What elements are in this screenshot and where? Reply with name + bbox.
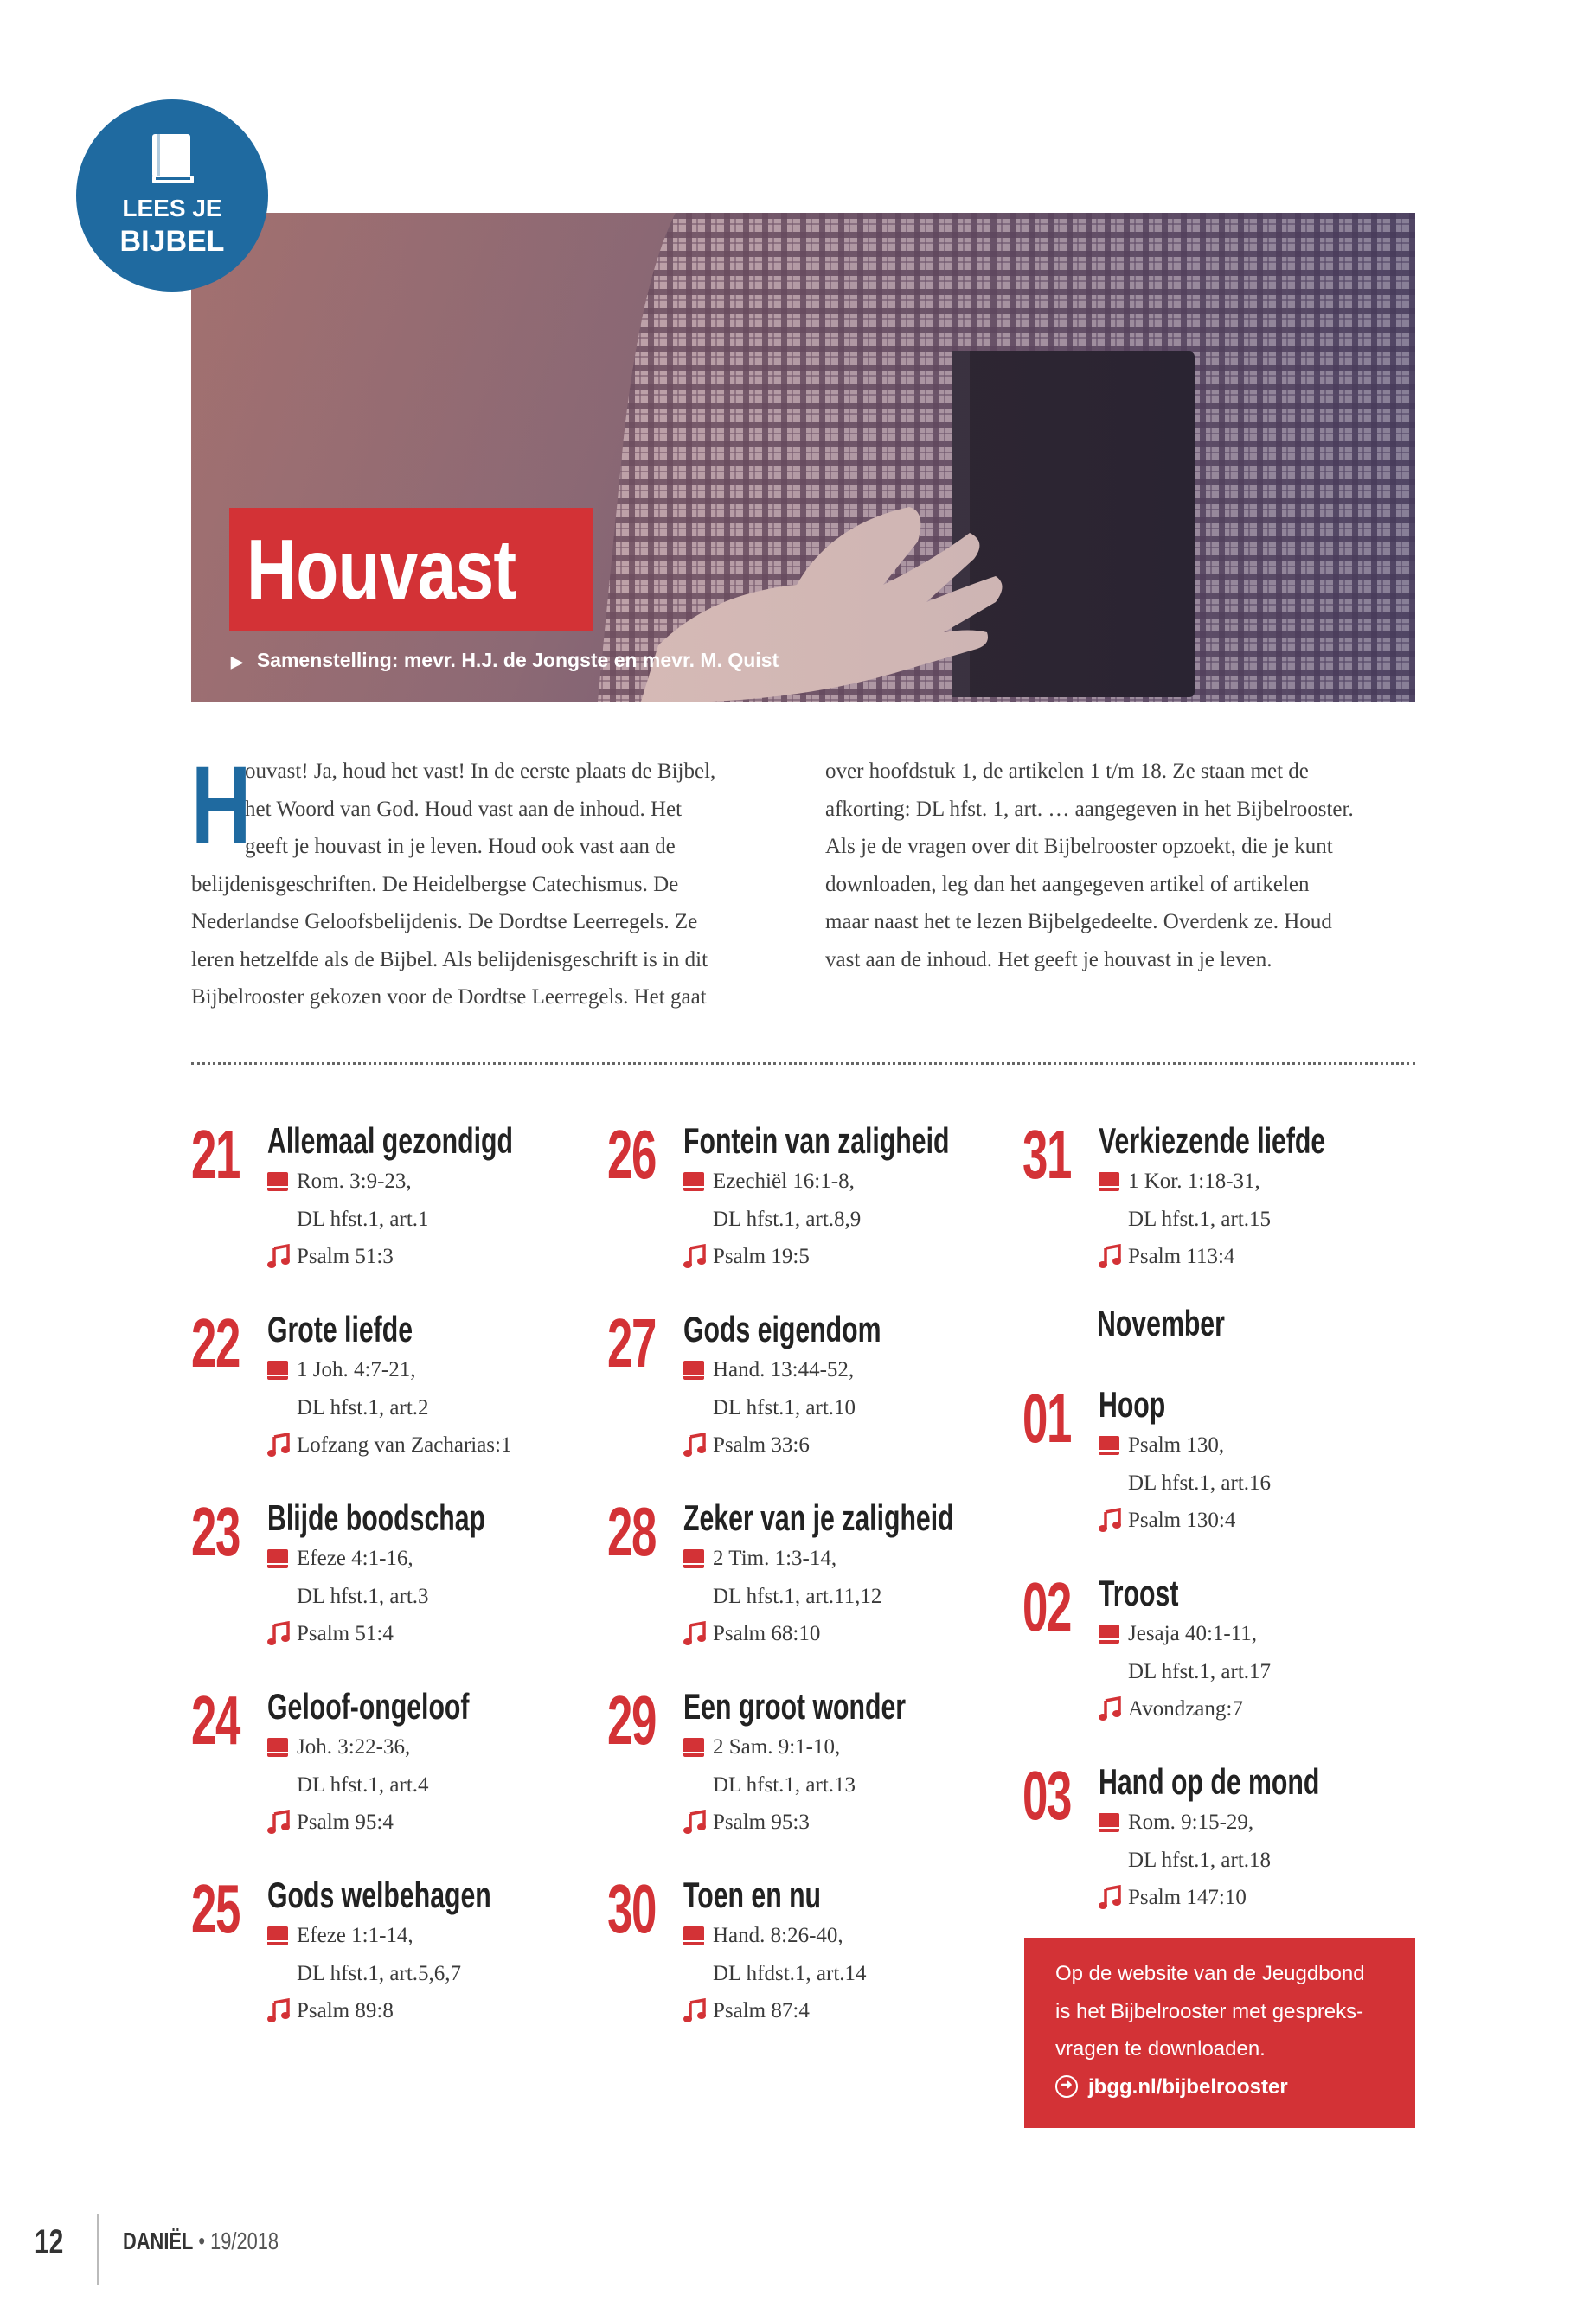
callout-line: is het Bijbelrooster met gespreks- xyxy=(1055,1999,1364,2023)
song-text: Lofzang van Zacharias:1 xyxy=(297,1433,512,1457)
entry-title: Fontein van zaligheid xyxy=(683,1120,950,1161)
dl-text: DL hfst.1, art.18 xyxy=(1128,1849,1272,1872)
entry-title: Hoop xyxy=(1099,1384,1166,1425)
intro-column-2 xyxy=(825,753,1418,978)
song-text: Psalm 68:10 xyxy=(713,1622,821,1645)
issue-number: 19/2018 xyxy=(210,2227,279,2254)
entry-title: Troost xyxy=(1099,1573,1179,1613)
reading-text: Rom. 9:15-29, xyxy=(1128,1811,1254,1834)
bible-icon xyxy=(1099,1172,1119,1191)
song-text: Psalm 113:4 xyxy=(1128,1245,1235,1268)
intro-line: maar naast het te lezen Bijbelgedeelte. Overdenk ze. Houd xyxy=(825,910,1332,933)
callout-link-text[interactable]: jbgg.nl/bijbelrooster xyxy=(1088,2074,1288,2099)
entry-title: Een groot wonder xyxy=(683,1686,907,1727)
month-heading: November xyxy=(1097,1303,1225,1343)
entry-title: Geloof-ongeloof xyxy=(267,1686,470,1727)
song-text: Psalm 19:5 xyxy=(713,1245,810,1268)
music-note-icon xyxy=(266,1810,292,1836)
intro-line: belijdenisgeschriften. De Heidelbergse Catechismus. De xyxy=(191,872,679,896)
entry-title: Hand op de mond xyxy=(1099,1761,1320,1802)
reading-text: Jesaja 40:1-11, xyxy=(1128,1622,1258,1645)
dl-text: DL hfst.1, art.5,6,7 xyxy=(297,1962,462,1985)
reading-text: Rom. 3:9-23, xyxy=(297,1170,412,1193)
bible-icon xyxy=(267,1738,288,1757)
song-text: Psalm 95:4 xyxy=(297,1811,394,1834)
dl-text: DL hfst.1, art.13 xyxy=(713,1773,856,1797)
intro-line: Nederlandse Geloofsbelijdenis. De Dordtse Leerregels. Ze xyxy=(191,910,698,933)
song-text: Psalm 95:3 xyxy=(713,1811,810,1834)
intro-line: Als je de vragen over dit Bijbelrooster opzoekt, die je kunt xyxy=(825,835,1333,858)
song-text: Psalm 87:4 xyxy=(713,1999,810,2022)
magazine-name: DANIËL xyxy=(123,2227,194,2254)
reading-text: 1 Kor. 1:18-31, xyxy=(1128,1170,1260,1193)
day-number: 29 xyxy=(607,1682,657,1759)
day-number: 25 xyxy=(191,1870,240,1947)
song-text: Psalm 33:6 xyxy=(713,1433,810,1457)
credit-text: Samenstelling: mevr. H.J. de Jongste en mevr. M. Quist xyxy=(256,649,779,671)
entry-title: Blijde boodschap xyxy=(267,1497,486,1538)
page-number: 12 xyxy=(35,2223,64,2261)
reading-text: Joh. 3:22-36, xyxy=(297,1735,411,1759)
bible-icon xyxy=(683,1738,704,1757)
arrow-right-circle-icon: ➜ xyxy=(1055,2075,1078,2098)
music-note-icon xyxy=(1097,1244,1123,1270)
reading-text: Psalm 130, xyxy=(1128,1433,1225,1457)
badge-line-2: BIJBEL xyxy=(119,225,225,258)
music-note-icon xyxy=(1097,1696,1123,1722)
day-number: 31 xyxy=(1022,1116,1072,1193)
day-number: 03 xyxy=(1022,1757,1072,1834)
bible-icon xyxy=(683,1361,704,1380)
dl-text: DL hfst.1, art.10 xyxy=(713,1396,856,1420)
reading-text: 2 Tim. 1:3-14, xyxy=(713,1547,837,1570)
intro-line: ouvast! Ja, houd het vast! In de eerste plaats de Bijbel, xyxy=(245,760,716,783)
dl-text: DL hfst.1, art.4 xyxy=(297,1773,429,1797)
dl-text: DL hfst.1, art.11,12 xyxy=(713,1585,882,1608)
intro-column-1 xyxy=(191,744,779,1016)
entry-title: Allemaal gezondigd xyxy=(267,1120,513,1161)
article-title-box xyxy=(229,508,593,631)
reading-text: 1 Joh. 4:7-21, xyxy=(297,1358,416,1381)
triangle-right-icon: ▶ xyxy=(231,653,243,670)
intro-line: Bijbelrooster gekozen voor de Dordtse Leerregels. Het gaat xyxy=(191,985,707,1009)
bible-icon xyxy=(267,1549,288,1568)
music-note-icon xyxy=(1097,1508,1123,1534)
bible-icon xyxy=(1099,1436,1119,1455)
dl-text: DL hfst.1, art.16 xyxy=(1128,1471,1272,1495)
entry-title: Gods eigendom xyxy=(683,1309,881,1349)
song-text: Psalm 89:8 xyxy=(297,1999,394,2022)
reading-text: 2 Sam. 9:1-10, xyxy=(713,1735,841,1759)
dl-text: DL hfdst.1, art.14 xyxy=(713,1962,867,1985)
bible-icon xyxy=(1099,1813,1119,1832)
dl-text: DL hfst.1, art.1 xyxy=(297,1208,429,1231)
music-note-icon xyxy=(682,1998,708,2024)
callout-link[interactable] xyxy=(1055,2068,1384,2106)
entry-title: Grote liefde xyxy=(267,1309,413,1349)
bible-icon xyxy=(267,1172,288,1191)
article-title: Houvast xyxy=(247,521,516,617)
day-number: 27 xyxy=(607,1304,657,1381)
music-note-icon xyxy=(682,1244,708,1270)
dl-text: DL hfst.1, art.17 xyxy=(1128,1660,1272,1683)
intro-line: vast aan de inhoud. Het geeft je houvast in je leven. xyxy=(825,947,1272,971)
intro-line: afkorting: DL hfst. 1, art. … aangegeven in het Bijbelrooster. xyxy=(825,797,1354,821)
lees-je-bijbel-badge xyxy=(76,99,268,292)
bible-icon xyxy=(683,1172,704,1191)
music-note-icon xyxy=(682,1433,708,1458)
music-note-icon xyxy=(682,1810,708,1836)
day-number: 02 xyxy=(1022,1568,1072,1645)
day-number: 24 xyxy=(191,1682,240,1759)
music-note-icon xyxy=(1097,1885,1123,1911)
day-number: 22 xyxy=(191,1304,240,1381)
website-callout xyxy=(1024,1938,1415,2128)
drop-cap: H xyxy=(191,744,252,868)
dl-text: DL hfst.1, art.3 xyxy=(297,1585,429,1608)
day-number: 21 xyxy=(191,1116,240,1193)
intro-line: leren hetzelfde als de Bijbel. Als belijdenisgeschrift is in dit xyxy=(191,947,708,971)
music-note-icon xyxy=(266,1998,292,2024)
day-number: 23 xyxy=(191,1493,240,1570)
entry-title: Verkiezende liefde xyxy=(1099,1120,1326,1161)
song-text: Psalm 147:10 xyxy=(1128,1886,1247,1909)
entry-title: Gods welbehagen xyxy=(267,1875,491,1915)
intro-line: over hoofdstuk 1, de artikelen 1 t/m 18. Ze staan met de xyxy=(825,760,1309,783)
reading-text: Hand. 8:26-40, xyxy=(713,1924,843,1947)
reading-text: Efeze 4:1-16, xyxy=(297,1547,413,1570)
music-note-icon xyxy=(266,1433,292,1458)
song-text: Psalm 130:4 xyxy=(1128,1509,1236,1532)
bible-icon xyxy=(683,1549,704,1568)
bible-icon xyxy=(267,1361,288,1380)
music-note-icon xyxy=(682,1621,708,1647)
intro-line: het Woord van God. Houd vast aan de inhoud. Het xyxy=(245,797,683,821)
reading-text: Ezechiël 16:1-8, xyxy=(713,1170,855,1193)
intro-line: geeft je houvast in je leven. Houd ook vast aan de xyxy=(245,835,676,858)
day-number: 28 xyxy=(607,1493,657,1570)
music-note-icon xyxy=(266,1244,292,1270)
badge-line-1: LEES JE xyxy=(122,195,222,221)
dl-text: DL hfst.1, art.15 xyxy=(1128,1208,1272,1231)
reading-text: Efeze 1:1-14, xyxy=(297,1924,413,1947)
callout-line: Op de website van de Jeugdbond xyxy=(1055,1962,1365,1985)
dl-text: DL hfst.1, art.2 xyxy=(297,1396,429,1420)
book-icon xyxy=(147,132,197,186)
magazine-issue: DANIËL • 19/2018 xyxy=(123,2227,279,2254)
day-number: 01 xyxy=(1022,1380,1072,1457)
bible-icon xyxy=(267,1926,288,1945)
footer-divider xyxy=(97,2214,99,2285)
article-credit xyxy=(231,649,779,672)
music-note-icon xyxy=(266,1621,292,1647)
reading-text: Hand. 13:44-52, xyxy=(713,1358,855,1381)
callout-line: vragen te downloaden. xyxy=(1055,2037,1266,2061)
dl-text: DL hfst.1, art.8,9 xyxy=(713,1208,862,1231)
day-number: 26 xyxy=(607,1116,657,1193)
entry-title: Zeker van je zaligheid xyxy=(683,1497,954,1538)
song-text: Psalm 51:4 xyxy=(297,1622,394,1645)
song-text: Avondzang:7 xyxy=(1128,1697,1243,1721)
day-number: 30 xyxy=(607,1870,657,1947)
dotted-divider xyxy=(191,1062,1415,1065)
bible-icon xyxy=(1099,1625,1119,1644)
song-text: Psalm 51:3 xyxy=(297,1245,394,1268)
bible-icon xyxy=(683,1926,704,1945)
entry-title: Toen en nu xyxy=(683,1875,822,1915)
intro-line: downloaden, leg dan het aangegeven artikel of artikelen xyxy=(825,872,1310,896)
